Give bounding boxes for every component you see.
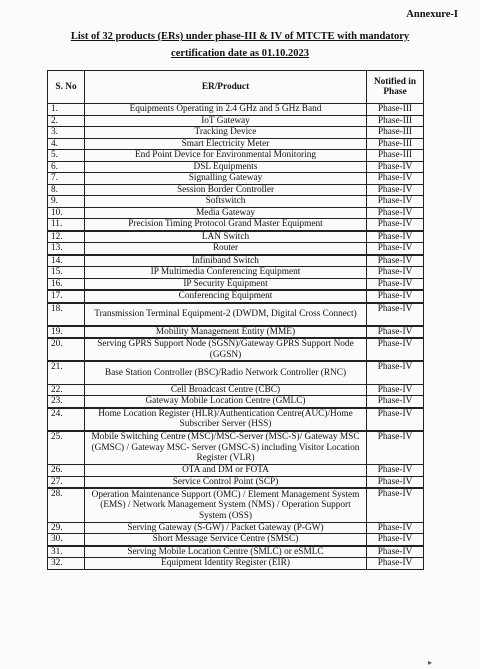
cell-product: Equipment Identity Register (EIR) (85, 558, 367, 570)
page-corner-mark: ▸ (427, 658, 432, 667)
table-row (48, 384, 424, 396)
cell-phase: Phase-IV (367, 476, 424, 488)
table-row (48, 303, 424, 326)
cell-product: Mobility Management Entity (MME) (85, 326, 367, 339)
cell-product: Gateway Mobile Location Centre (GMLC) (85, 396, 367, 408)
title-line-2: certification date as 01.10.2023 (171, 48, 309, 59)
cell-phase: Phase-IV (367, 522, 424, 534)
table-row (48, 243, 424, 255)
table-row (48, 361, 424, 384)
cell-phase: Phase-IV (367, 255, 424, 267)
cell-phase: Phase-III (367, 150, 424, 162)
cell-sno: 22. (48, 384, 85, 396)
cell-sno: 31. (48, 546, 85, 558)
title-line-1: List of 32 products (ERs) under phase-III & IV of MTCTE with mandatory (70, 31, 410, 42)
cell-product: OTA and DM or FOTA (85, 465, 367, 477)
cell-product: Conferencing Equipment (85, 290, 367, 303)
cell-phase: Phase-IV (367, 384, 424, 396)
table-row (48, 115, 424, 127)
cell-phase: Phase-III (367, 115, 424, 127)
cell-phase: Phase-IV (367, 361, 424, 384)
cell-sno: 5. (48, 150, 85, 162)
cell-phase: Phase-IV (367, 326, 424, 339)
cell-sno: 26. (48, 465, 85, 477)
cell-sno: 27. (48, 476, 85, 488)
cell-sno: 13. (48, 243, 85, 255)
cell-sno: 10. (48, 207, 85, 219)
cell-phase: Phase-III (367, 127, 424, 139)
table-row (48, 255, 424, 267)
cell-product: Mobile Switching Centre (MSC)/MSC-Server (MSC-S)/ Gateway MSC (GMSC) / Gateway MSC- Server (GMSC-S) including Visitor Location Register (VLR) (85, 431, 367, 465)
cell-sno: 15. (48, 267, 85, 279)
table-row (48, 408, 424, 431)
cell-sno: 6. (48, 161, 85, 173)
cell-product: DSL Equipments (85, 161, 367, 173)
cell-phase: Phase-IV (367, 207, 424, 219)
cell-phase: Phase-III (367, 138, 424, 150)
document-title (0, 28, 480, 62)
cell-sno: 17. (48, 290, 85, 303)
cell-product: Router (85, 243, 367, 255)
cell-sno: 30. (48, 534, 85, 546)
table-row (48, 184, 424, 196)
cell-phase: Phase-IV (367, 488, 424, 522)
cell-product: IP Multimedia Conferencing Equipment (85, 267, 367, 279)
table-row (48, 150, 424, 162)
cell-phase: Phase-IV (367, 408, 424, 431)
cell-sno: 18. (48, 303, 85, 326)
cell-product: Transmission Terminal Equipment-2 (DWDM, Digital Cross Connect) (85, 303, 367, 326)
cell-sno: 29. (48, 522, 85, 534)
table-row (48, 488, 424, 522)
cell-sno: 7. (48, 173, 85, 185)
cell-phase: Phase-III (367, 104, 424, 116)
cell-product: Operation Maintenance Support (OMC) / Element Management System (EMS) / Network Management System (NMS) / Operation Support System (OSS) (85, 488, 367, 522)
header-sno: S. No (48, 71, 85, 104)
cell-product: Short Message Service Centre (SMSC) (85, 534, 367, 546)
cell-phase: Phase-IV (367, 534, 424, 546)
table-row (48, 290, 424, 303)
cell-phase: Phase-IV (367, 267, 424, 279)
cell-product: Service Control Point (SCP) (85, 476, 367, 488)
cell-product: Serving Gateway (S-GW) / Packet Gateway (P-GW) (85, 522, 367, 534)
cell-sno: 28. (48, 488, 85, 522)
cell-sno: 19. (48, 326, 85, 339)
cell-phase: Phase-IV (367, 219, 424, 231)
cell-phase: Phase-IV (367, 184, 424, 196)
table-row (48, 161, 424, 173)
cell-phase: Phase-IV (367, 465, 424, 477)
cell-sno: 2. (48, 115, 85, 127)
table-row (48, 558, 424, 570)
annexure-label: Annexure-I (406, 9, 458, 20)
cell-phase: Phase-IV (367, 558, 424, 570)
table-row (48, 465, 424, 477)
table-row (48, 278, 424, 290)
cell-product: Media Gateway (85, 207, 367, 219)
table-row (48, 173, 424, 185)
cell-product: IP Security Equipment (85, 278, 367, 290)
cell-product: Equipments Operating in 2.4 GHz and 5 GHz Band (85, 104, 367, 116)
cell-phase: Phase-IV (367, 338, 424, 361)
header-phase: Notified in Phase (367, 71, 424, 104)
cell-phase: Phase-IV (367, 243, 424, 255)
cell-product: End Point Device for Environmental Monitoring (85, 150, 367, 162)
cell-sno: 11. (48, 219, 85, 231)
cell-sno: 9. (48, 196, 85, 208)
cell-phase: Phase-IV (367, 396, 424, 408)
cell-phase: Phase-IV (367, 231, 424, 243)
cell-phase: Phase-IV (367, 303, 424, 326)
cell-product: Session Border Controller (85, 184, 367, 196)
table-row (48, 476, 424, 488)
cell-phase: Phase-IV (367, 161, 424, 173)
cell-product: Serving GPRS Support Node (SGSN)/Gateway GPRS Support Node (GGSN) (85, 338, 367, 361)
cell-phase: Phase-IV (367, 278, 424, 290)
cell-sno: 3. (48, 127, 85, 139)
products-table (47, 70, 424, 570)
table-row (48, 396, 424, 408)
cell-sno: 25. (48, 431, 85, 465)
cell-product: LAN Switch (85, 231, 367, 243)
cell-sno: 1. (48, 104, 85, 116)
cell-sno: 4. (48, 138, 85, 150)
table-row (48, 219, 424, 231)
cell-product: Precision Timing Protocol Grand Master Equipment (85, 219, 367, 231)
table-row (48, 231, 424, 243)
cell-product: Serving Mobile Location Centre (SMLC) or eSMLC (85, 546, 367, 558)
cell-product: Home Location Register (HLR)/Authentication Centre(AUC)/Home Subscriber Server (HSS) (85, 408, 367, 431)
cell-sno: 32. (48, 558, 85, 570)
cell-phase: Phase-IV (367, 173, 424, 185)
table-row (48, 207, 424, 219)
cell-product: IoT Gateway (85, 115, 367, 127)
table-row (48, 196, 424, 208)
table-row (48, 104, 424, 116)
table-row (48, 127, 424, 139)
cell-sno: 24. (48, 408, 85, 431)
cell-sno: 23. (48, 396, 85, 408)
table-header-row (48, 71, 424, 104)
cell-phase: Phase-IV (367, 546, 424, 558)
table-row (48, 522, 424, 534)
cell-product: Infiniband Switch (85, 255, 367, 267)
cell-sno: 20. (48, 338, 85, 361)
cell-sno: 21. (48, 361, 85, 384)
cell-phase: Phase-IV (367, 196, 424, 208)
table-row (48, 338, 424, 361)
table-row (48, 431, 424, 465)
cell-sno: 16. (48, 278, 85, 290)
cell-product: Tracking Device (85, 127, 367, 139)
header-product: ER/Product (85, 71, 367, 104)
cell-product: Softswitch (85, 196, 367, 208)
table-row (48, 534, 424, 546)
table-row (48, 546, 424, 558)
cell-sno: 8. (48, 184, 85, 196)
cell-product: Cell Broadcast Centre (CBC) (85, 384, 367, 396)
cell-sno: 12. (48, 231, 85, 243)
cell-product: Signalling Gateway (85, 173, 367, 185)
table-row (48, 267, 424, 279)
cell-product: Smart Electricity Meter (85, 138, 367, 150)
cell-phase: Phase-IV (367, 431, 424, 465)
table-row (48, 138, 424, 150)
cell-product: Base Station Controller (BSC)/Radio Network Controller (RNC) (85, 361, 367, 384)
table-row (48, 326, 424, 339)
cell-phase: Phase-IV (367, 290, 424, 303)
cell-sno: 14. (48, 255, 85, 267)
